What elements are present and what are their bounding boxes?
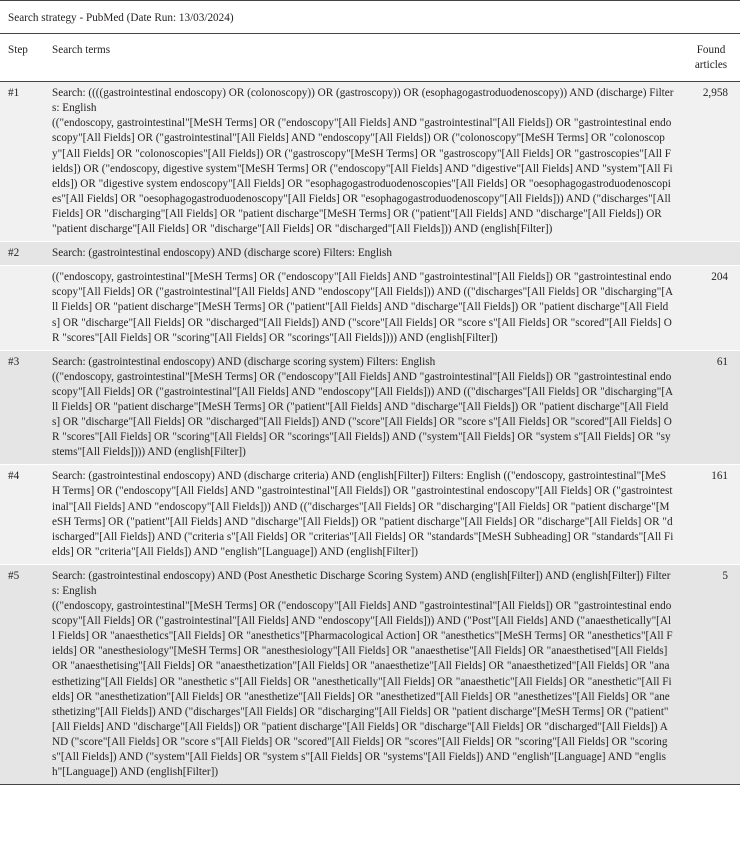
table-row xyxy=(0,242,740,266)
search-query: (("endoscopy, gastrointestinal"[MeSH Terms] OR ("endoscopy"[All Fields] AND "gastrointestinal"[All Fields]) OR "gastrointestinal endoscopy"[All Fields] OR ("gastrointestinal"[All Fields] AND "endoscopy"[All Fields])) AND (("discharges"[All Fields] OR "discharging"[All Fields] OR "patient discharge"[MeSH Terms] OR ("patient"[All Fields] AND "discharge"[All Fields]) OR "patient discharge"[All Fields] OR "discharge"[All Fields] OR "discharged"[All Fields]) AND ("score"[All Fields] OR "score s"[All Fields] OR "scored"[All Fields] OR "scores"[All Fields] OR "scoring"[All Fields] OR "scorings"[All Fields]))) AND (english[Filter]) xyxy=(44,266,682,350)
step-cell: #2 xyxy=(0,242,44,266)
found-cell-empty xyxy=(682,242,740,266)
search-query: (("endoscopy, gastrointestinal"[MeSH Terms] OR ("endoscopy"[All Fields] AND "gastrointestinal"[All Fields]) OR "gastrointestinal endoscopy"[All Fields] OR ("gastrointestinal"[All Fields] AND "endoscopy"[All Fields]) OR ("colonoscopy"[MeSH Terms] OR "colonoscopy"[All Fields] OR "colonoscopies"[All Fields]) OR ("gastroscopy"[MeSH Terms] OR "gastroscopy"[All Fields] OR "gastroscopies"[All Fields]) OR ("endoscopy, digestive system"[MeSH Terms] OR ("endoscopy"[All Fields] AND "digestive"[All Fields] AND "system"[All Fields]) OR "digestive system endoscopy"[All Fields] OR "esophagogastroduodenoscopies"[All Fields] OR "oesophagogastroduodenoscopies"[All Fields] OR "oesophagogastroduodenoscopy"[All Fields] OR "esophagogastroduodenoscopy"[All Fields])) AND ("discharges"[All Fields] OR "discharging"[All Fields] OR "patient discharge"[MeSH Terms] OR ("patient"[All Fields] AND "discharge"[All Fields]) OR "patient discharge"[All Fields] OR "discharge"[All Fields] OR "discharged"[All Fields])) AND (english[Filter]) xyxy=(52,117,673,236)
found-cell: 204 xyxy=(682,266,740,350)
step-cell-empty xyxy=(0,266,44,350)
search-terms-cell xyxy=(44,564,682,784)
table-row xyxy=(0,266,740,350)
search-title: Search: (gastrointestinal endoscopy) AND (discharge score) Filters: English xyxy=(44,242,682,266)
header-step: Step xyxy=(0,34,44,82)
step-cell: #4 xyxy=(0,465,44,565)
found-cell: 2,958 xyxy=(682,82,740,242)
search-terms-cell xyxy=(44,82,682,242)
header-found-articles: Found articles xyxy=(682,34,740,82)
table-row xyxy=(0,350,740,465)
search-title: Search: (gastrointestinal endoscopy) AND (Post Anesthetic Discharge Scoring System) AND (english[Filter]) AND (english[Filter]) Filters: English xyxy=(52,569,671,597)
search-terms-cell xyxy=(44,465,682,565)
table-row xyxy=(0,465,740,565)
search-strategy-table xyxy=(0,34,740,785)
found-cell: 5 xyxy=(682,564,740,784)
found-cell: 61 xyxy=(682,350,740,465)
table-caption: Search strategy - PubMed (Date Run: 13/03/2024) xyxy=(0,0,740,34)
search-query: (("endoscopy, gastrointestinal"[MeSH Terms] OR ("endoscopy"[All Fields] AND "gastrointestinal"[All Fields]) OR "gastrointestinal endoscopy"[All Fields] OR ("gastrointestinal"[All Fields] AND "endoscopy"[All Fields])) AND (("discharges"[All Fields] OR "discharging"[All Fields] OR "patient discharge"[MeSH Terms] OR ("patient"[All Fields] AND "discharge"[All Fields]) OR "patient discharge"[All Fields] OR "discharge"[All Fields] OR "discharged"[All Fields]) AND ("score"[All Fields] OR "score s"[All Fields] OR "scored"[All Fields] OR "scores"[All Fields] OR "scoring"[All Fields] OR "scorings"[All Fields]) AND ("system"[All Fields] OR "system s"[All Fields] OR "systems"[All Fields]))) AND (english[Filter]) xyxy=(52,370,674,459)
header-search-terms: Search terms xyxy=(44,34,682,82)
header-row xyxy=(0,34,740,82)
found-cell: 161 xyxy=(682,465,740,565)
step-cell: #5 xyxy=(0,564,44,784)
table-row xyxy=(0,564,740,784)
search-query: (("endoscopy, gastrointestinal"[MeSH Terms] OR ("endoscopy"[All Fields] AND "gastrointestinal"[All Fields]) OR "gastrointestinal endoscopy"[All Fields] OR ("gastrointestinal"[All Fields] AND "endoscopy"[All Fields])) AND ("Post"[All Fields] AND ("anaesthetically"[All Fields] OR "anaesthetics"[All Fields] OR "anesthetics"[Pharmacological Action] OR "anesthetics"[MeSH Terms] OR "anesthetics"[All Fields] OR "anesthesiology"[MeSH Terms] OR "anesthesiology"[All Fields] OR "anaesthetise"[All Fields] OR "anaesthetised"[All Fields] OR "anaesthetising"[All Fields] OR "anaesthetization"[All Fields] OR "anaesthetize"[All Fields] OR "anaesthetized"[All Fields] OR "anaesthetizing"[All Fields] OR "anesthetic s"[All Fields] OR "anesthetically"[All Fields] OR "anaesthetic"[All Fields] OR "anesthetic"[All Fields] OR "anesthetization"[All Fields] OR "anesthetize"[All Fields] OR "anesthetized"[All Fields] OR "anesthetizes"[All Fields] OR "anesthetizing"[All Fields]) AND ("discharges"[All Fields] OR "discharging"[All Fields] OR "patient discharge"[MeSH Terms] OR ("patient"[All Fields] AND "discharge"[All Fields]) OR "patient discharge"[All Fields] OR "discharge"[All Fields] OR "discharged"[All Fields]) AND ("score"[All Fields] OR "score s"[All Fields] OR "scored"[All Fields] OR "scores"[All Fields] OR "scoring"[All Fields] OR "scorings"[All Fields]) AND ("system"[All Fields] OR "system s"[All Fields] OR "systems"[All Fields]) AND "english"[Language] AND "english"[Language]) AND (english[Filter]) xyxy=(52,600,673,779)
search-terms-cell xyxy=(44,350,682,465)
step-cell: #3 xyxy=(0,350,44,465)
step-cell: #1 xyxy=(0,82,44,242)
search-title: Search: (gastrointestinal endoscopy) AND (discharge criteria) AND (english[Filter]) Filters: English (("endoscopy, gastrointestinal"[MeSH Terms] OR ("endoscopy"[All Fields] AND "gastrointestinal"[All Fields]) OR "gastrointestinal endoscopy"[All Fields] OR ("gastrointestinal"[All Fields] AND "endoscopy"[All Fields])) AND (("discharges"[All Fields] OR "discharging"[All Fields] OR "patient discharge"[MeSH Terms] OR ("patient"[All Fields] AND "discharge"[All Fields]) OR "patient discharge"[All Fields] OR "discharge"[All Fields] OR "discharged"[All Fields]) AND ("criteria s"[All Fields] OR "criterias"[All Fields] OR "standards"[MeSH Subheading] OR "standards"[All Fields] OR "criteria"[All Fields]) AND "english"[Language]) AND (english[Filter]) xyxy=(52,470,674,558)
search-title: Search: (gastrointestinal endoscopy) AND (discharge scoring system) Filters: English xyxy=(52,355,436,368)
table-row xyxy=(0,82,740,242)
search-title: Search: ((((gastrointestinal endoscopy) OR (colonoscopy)) OR (gastroscopy)) OR (esophagogastroduodenoscopy)) AND (discharge) Filters: English xyxy=(52,87,674,115)
